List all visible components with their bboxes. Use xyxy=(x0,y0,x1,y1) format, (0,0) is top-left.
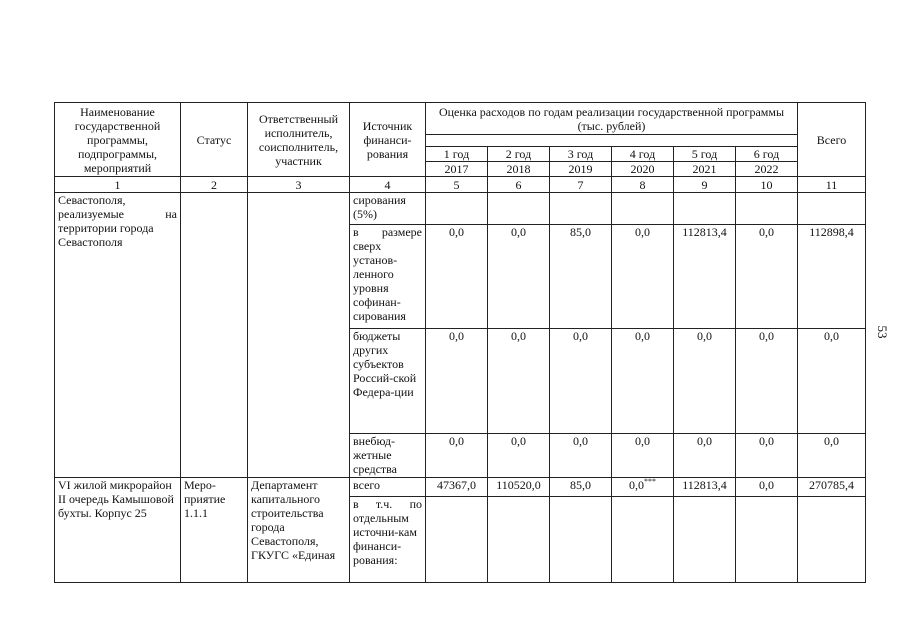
year-value: 2021 xyxy=(674,162,736,177)
value-cell: 85,0 xyxy=(550,478,612,497)
value-cell xyxy=(550,193,612,225)
col-number: 4 xyxy=(350,177,426,193)
value-cell xyxy=(426,497,488,583)
value-cell: 0,0 xyxy=(426,225,488,329)
value-cell: 0,0 xyxy=(550,329,612,434)
value-cell: 0,0 xyxy=(736,434,798,478)
value-cell: 0,0 xyxy=(736,478,798,497)
source-cell: всего xyxy=(350,478,426,497)
program-name-line: Севастополя xyxy=(58,235,123,249)
value-cell: 0,0 xyxy=(674,434,736,478)
value-cell: 0,0 xyxy=(550,434,612,478)
total-cell xyxy=(798,193,866,225)
year-label: 1 год xyxy=(426,147,488,162)
col-number: 6 xyxy=(488,177,550,193)
value-cell: 0,0 xyxy=(674,329,736,434)
value-cell xyxy=(674,497,736,583)
total-cell xyxy=(798,497,866,583)
source-cell: бюджеты других субъектов Россий-ской Федера-ции xyxy=(350,329,426,434)
value-cell: 0,0 xyxy=(488,329,550,434)
source-cell: внебюд-жетные средства xyxy=(350,434,426,478)
total-cell: 0,0 xyxy=(798,434,866,478)
value-cell: 0,0 xyxy=(612,434,674,478)
value-cell: 0,0 xyxy=(736,225,798,329)
source-cell: в размере сверх установ-ленного уровня софинан-сирования xyxy=(350,225,426,329)
value-cell xyxy=(488,497,550,583)
header-estimate: Оценка расходов по годам реализации государственной программы (тыс. рублей) xyxy=(426,103,798,135)
responsible-cell: Департамент капитального строительства города Севастополя, ГКУГС «Единая xyxy=(248,478,350,583)
value-cell: 0,0 xyxy=(488,434,550,478)
source-cell: в т.ч. по отдельным источни-кам финанси-рования: xyxy=(350,497,426,583)
program-name-line: реализуемые на xyxy=(58,207,177,221)
col-number: 10 xyxy=(736,177,798,193)
year-label: 3 год xyxy=(550,147,612,162)
program-name-line: территории города xyxy=(58,221,154,235)
col-number: 1 xyxy=(55,177,181,193)
year-value: 2020 xyxy=(612,162,674,177)
source-cell: сирования (5%) xyxy=(350,193,426,225)
header-responsible: Ответственный исполнитель, соисполнитель, участник xyxy=(248,103,350,177)
year-value: 2017 xyxy=(426,162,488,177)
year-label: 6 год xyxy=(736,147,798,162)
status-cell: Меро-приятие 1.1.1 xyxy=(181,478,248,583)
value-cell xyxy=(612,193,674,225)
header-status: Статус xyxy=(181,103,248,177)
value-cell: 0,0 xyxy=(736,329,798,434)
year-value: 2022 xyxy=(736,162,798,177)
value-cell xyxy=(488,193,550,225)
value-cell: 0,0 xyxy=(426,434,488,478)
col-number: 3 xyxy=(248,177,350,193)
program-name-cell xyxy=(55,193,181,478)
value-cell: 0,0 xyxy=(612,329,674,434)
header-total: Всего xyxy=(798,103,866,177)
col-number: 2 xyxy=(181,177,248,193)
value-cell-footnoted xyxy=(612,478,674,497)
value-cell: 0,0 xyxy=(612,225,674,329)
value-cell xyxy=(426,193,488,225)
col-number: 9 xyxy=(674,177,736,193)
value-cell xyxy=(674,193,736,225)
col-number: 8 xyxy=(612,177,674,193)
status-cell xyxy=(181,193,248,478)
value-cell xyxy=(736,193,798,225)
col-number: 5 xyxy=(426,177,488,193)
value-cell: 112813,4 xyxy=(674,225,736,329)
col-number: 7 xyxy=(550,177,612,193)
value-cell: 0,0 xyxy=(488,225,550,329)
year-value: 2018 xyxy=(488,162,550,177)
value-cell xyxy=(612,497,674,583)
value-cell: 47367,0 xyxy=(426,478,488,497)
program-name-line: Севастополя, xyxy=(58,193,126,207)
responsible-cell xyxy=(248,193,350,478)
value-cell: 0,0 xyxy=(426,329,488,434)
budget-table xyxy=(54,102,866,583)
year-label: 4 год xyxy=(612,147,674,162)
program-name-cell: VI жилой микрорайон II очередь Камышовой бухты. Корпус 25 xyxy=(55,478,181,583)
total-cell: 112898,4 xyxy=(798,225,866,329)
total-cell: 0,0 xyxy=(798,329,866,434)
year-value: 2019 xyxy=(550,162,612,177)
header-spacer xyxy=(426,135,798,147)
value-cell xyxy=(550,497,612,583)
header-source: Источник финанси-рования xyxy=(350,103,426,177)
value-cell xyxy=(736,497,798,583)
total-cell: 270785,4 xyxy=(798,478,866,497)
year-label: 5 год xyxy=(674,147,736,162)
header-name: Наименование государственной программы, подпрограммы, мероприятий xyxy=(55,103,181,177)
col-number: 11 xyxy=(798,177,866,193)
page-number: 53 xyxy=(875,325,890,339)
value-cell: 110520,0 xyxy=(488,478,550,497)
value-cell: 112813,4 xyxy=(674,478,736,497)
value-cell: 85,0 xyxy=(550,225,612,329)
year-label: 2 год xyxy=(488,147,550,162)
footnote-mark: *** xyxy=(644,477,656,486)
value-text: 0,0 xyxy=(629,478,644,492)
